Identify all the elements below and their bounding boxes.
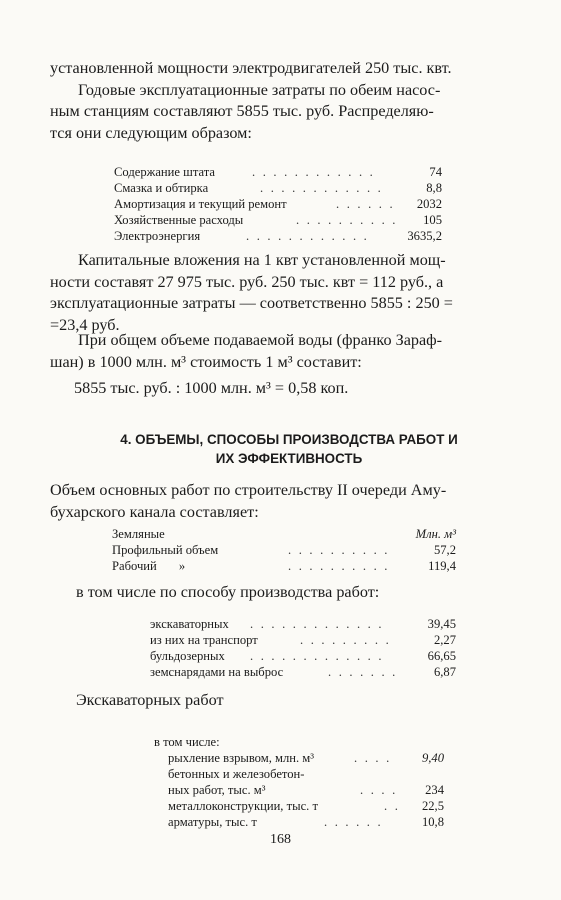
leader-dots: . . . . <box>354 751 392 765</box>
leader-dots: . . . . . . . . . . . . <box>260 181 384 195</box>
section-heading <box>50 430 528 468</box>
row-value: 57,2 <box>433 543 456 557</box>
row-value: 2,27 <box>433 633 456 647</box>
text-line: Объем основных работ по строительству II очереди Аму- <box>50 481 447 499</box>
leader-dots: . . . . . . . <box>328 665 398 679</box>
text-line: в том числе по способу производства работ: <box>76 583 380 601</box>
text-line: Экскаваторных работ <box>76 691 224 709</box>
leader-dots: . . . . . . . . . . <box>288 559 390 573</box>
table-header-row <box>112 526 456 542</box>
leader-dots: . . <box>384 799 401 813</box>
text-line: =23,4 руб. <box>50 315 120 334</box>
unit-header: Млн. м³ <box>415 527 456 541</box>
row-value: 2032 <box>416 197 442 211</box>
leader-dots: . . . . . . . . . . <box>296 213 398 227</box>
table-row <box>112 558 456 574</box>
leader-dots: . . . . . . . . . . . . <box>246 229 370 243</box>
row-label: Амортизация и текущий ремонт <box>114 197 287 211</box>
excavator-table <box>154 734 444 830</box>
leader-dots: . . . . . . . . . . <box>288 543 390 557</box>
row-value: 234 <box>425 783 444 797</box>
row-value: 8,8 <box>426 181 442 195</box>
row-value: 105 <box>423 213 442 227</box>
row-value: 3635,2 <box>407 229 442 243</box>
table-row <box>150 632 456 648</box>
earthworks-title: Земляные <box>112 527 165 541</box>
row-value: 66,65 <box>427 649 456 663</box>
row-label: из них на транспорт <box>150 633 258 647</box>
leader-dots: . . . . . . . . . . . . . <box>250 617 384 631</box>
methods-table <box>150 616 456 680</box>
row-label: рыхление взрывом, млн. м³ <box>168 751 315 765</box>
row-label: бетонных и железобетон- <box>168 767 305 781</box>
text-line: шан) в 1000 млн. м³ стоимость 1 м³ составит: <box>50 352 362 371</box>
row-label: ных работ, тыс. м³ <box>168 783 266 797</box>
by-method-intro <box>50 582 528 604</box>
table-row <box>114 164 442 180</box>
row-label: металлоконструкции, тыс. т <box>168 799 318 813</box>
table-row <box>154 814 444 830</box>
expenses-table <box>114 164 442 244</box>
text-line: Капитальные вложения на 1 квт установленной мощ- <box>78 251 446 269</box>
row-value: 74 <box>429 165 442 179</box>
text-line: ным станциям составляют 5855 тыс. руб. Распределяю- <box>50 102 434 120</box>
row-value: 22,5 <box>421 799 444 813</box>
leader-dots: . . . . . . <box>324 815 383 829</box>
row-label: арматуры, тыс. т <box>168 815 257 829</box>
table-row <box>112 542 456 558</box>
table-row <box>150 664 456 680</box>
row-label: Содержание штата <box>114 165 216 179</box>
row-label: земснарядами на выброс <box>150 665 284 679</box>
text-line: ности составят 27 975 тыс. руб. 250 тыс. квт = 112 руб., а <box>50 272 444 291</box>
row-label: Хозяйственные расходы <box>114 213 244 227</box>
row-label: Рабочий » <box>112 559 186 573</box>
row-label: экскаваторных <box>150 617 229 631</box>
row-label: бульдозерных <box>150 649 225 663</box>
row-label: Смазка и обтирка <box>114 181 209 195</box>
intro-label: в том числе: <box>154 735 220 749</box>
text-line: бухарского канала составляет: <box>50 502 259 521</box>
row-value: 119,4 <box>428 559 456 573</box>
leader-dots: . . . . . . . . . . . . <box>252 165 376 179</box>
table-row <box>150 648 456 664</box>
text-line: установленной мощности электродвигателей 250 тыс. квт. <box>50 59 452 77</box>
heading-line: ИХ ЭФФЕКТИВНОСТЬ <box>215 451 363 466</box>
table-row <box>154 766 444 782</box>
row-label: Электроэнергия <box>114 229 201 243</box>
paragraph-water-cost <box>50 330 528 373</box>
heading-line: 4. ОБЪЕМЫ, СПОСОБЫ ПРОИЗВОДСТВА РАБОТ И <box>120 432 458 447</box>
leader-dots: . . . . . . . . . . . . . <box>250 649 384 663</box>
table-row <box>154 798 444 814</box>
row-value: 39,45 <box>427 617 456 631</box>
paragraph-capital-investment <box>50 250 528 336</box>
text-line: Годовые эксплуатационные затраты по обеим насос- <box>78 80 441 99</box>
table-row <box>150 616 456 632</box>
table-row <box>154 734 444 750</box>
earthworks-table <box>112 526 456 574</box>
table-row <box>154 782 444 798</box>
leader-dots: . . . . . . <box>336 197 395 211</box>
text-line: эксплуатационные затраты — соответственно 5855 : 250 = <box>50 294 453 312</box>
row-value: 9,40 <box>421 751 444 765</box>
text-line: тся они следующим образом: <box>50 123 252 142</box>
text-line: При общем объеме подаваемой воды (франко Зараф- <box>78 331 443 349</box>
row-value: 6,87 <box>433 665 456 679</box>
leader-dots: . . . . . . . . . <box>300 633 391 647</box>
formula-text: 5855 тыс. руб. : 1000 млн. м³ = 0,58 коп. <box>74 379 349 397</box>
paragraph-operating-costs <box>50 58 528 144</box>
row-label: Профильный объем <box>112 543 219 557</box>
cost-formula <box>50 378 528 400</box>
row-value: 10,8 <box>421 815 444 829</box>
table-row <box>114 212 442 228</box>
excavator-works-title <box>50 690 528 712</box>
table-row <box>114 196 442 212</box>
table-row <box>114 180 442 196</box>
table-row <box>154 750 444 766</box>
table-row <box>114 228 442 244</box>
paragraph-work-volume <box>50 480 528 523</box>
leader-dots: . . . . <box>360 783 398 797</box>
page-number: 168 <box>270 832 291 847</box>
